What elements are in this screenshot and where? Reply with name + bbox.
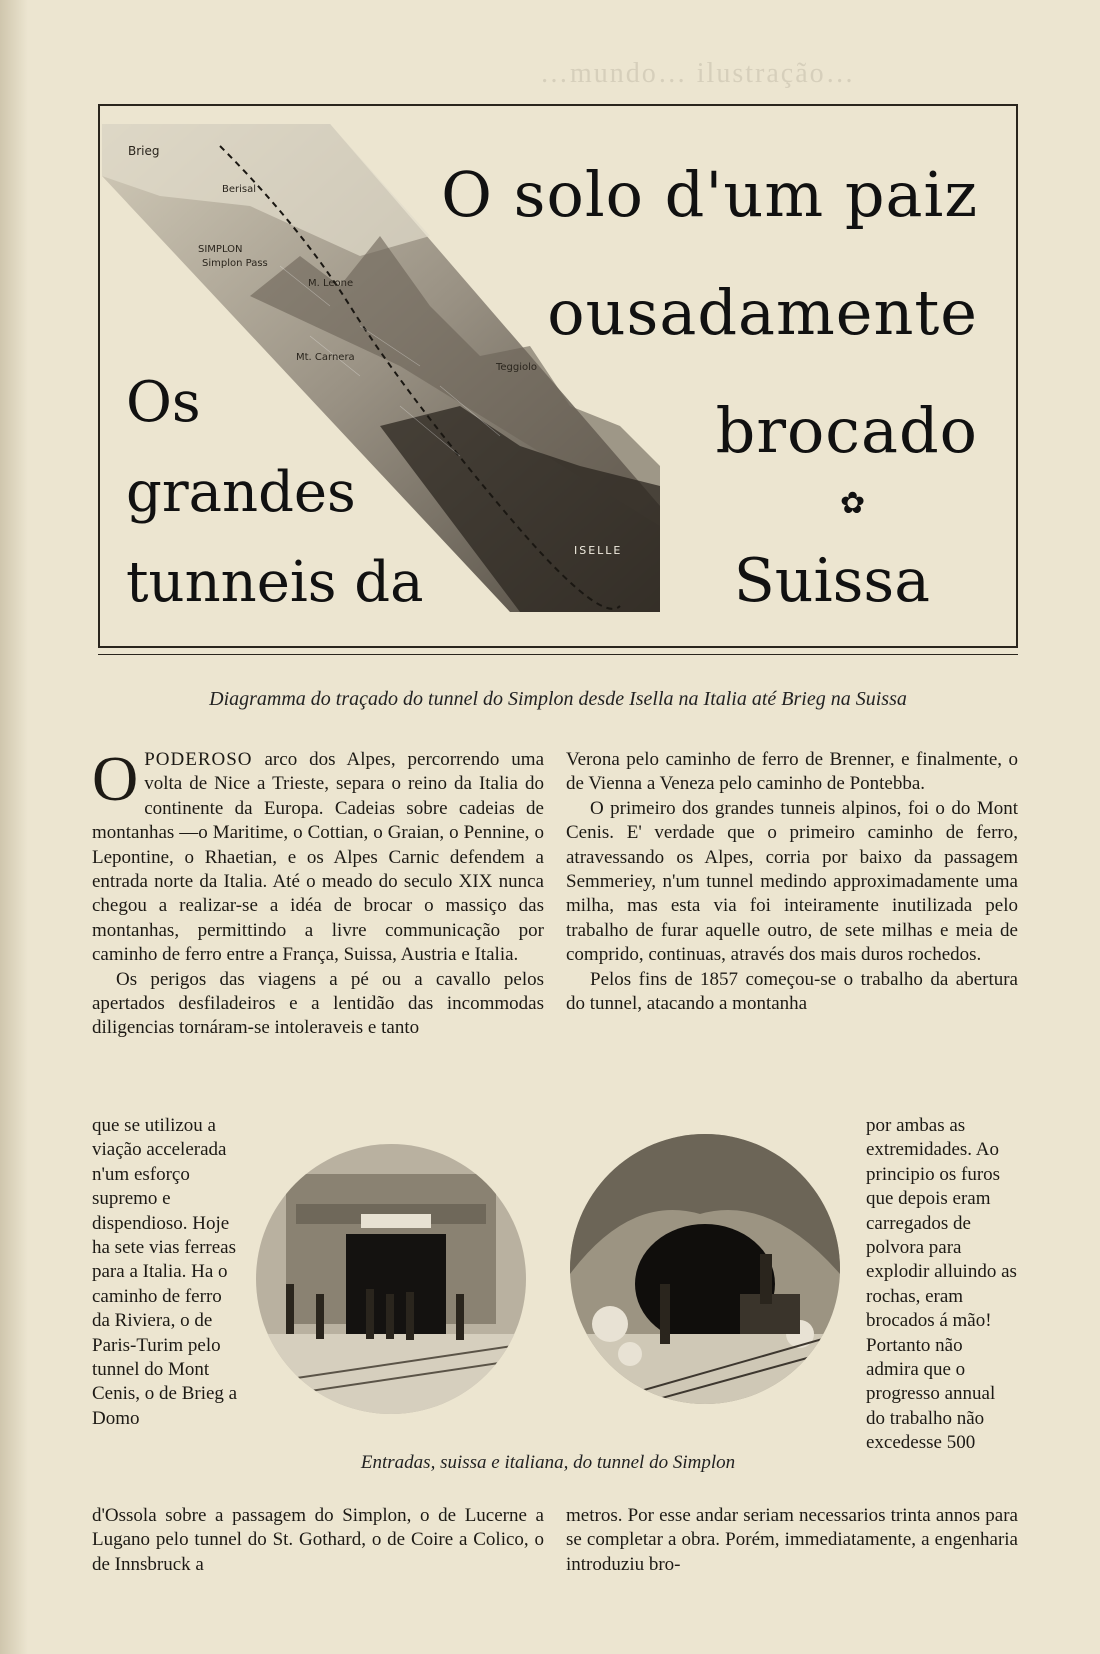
- map-caption: Diagramma do traçado do tunnel do Simplon desde Isella na Italia até Brieg na Suissa: [209, 688, 907, 710]
- swiss-entrance-illustration: [256, 1144, 526, 1414]
- faint-bleedthrough-header: …mundo… ilustração…: [540, 58, 856, 89]
- map-label-leone: M. Leone: [308, 278, 354, 289]
- map-label-teggiolo: Teggiolo: [496, 362, 538, 373]
- article-right-narrow: por ambas as extremidades. Ao principio os furos que depois eram carregados de polvora para explodir alluindo as rochas, eram brocados á mão! Portanto não admira que o progresso annual do trabalho não excedesse 500: [866, 1115, 1017, 1454]
- article-left-column: [92, 743, 544, 1041]
- dropcap-rest: PODEROSO: [144, 749, 253, 770]
- map-label-berisal: Berisal: [222, 184, 257, 195]
- photo-caption: Entradas, suissa e italiana, do tunnel do Simplon: [360, 1452, 736, 1473]
- article-right-bottom: metros. Por esse andar seriam necessarios trinta annos para se completar a obra. Porém, immediatamente, a engenharia introduziu bro-: [566, 1505, 1018, 1575]
- map-label-iselle: ISELLE: [574, 544, 623, 557]
- photo-italian-entrance: [570, 1134, 840, 1404]
- title-line-3: brocado: [715, 394, 978, 467]
- map-label-simplon: SIMPLON: [198, 244, 243, 255]
- right-paragraph-1: Verona pelo caminho de ferro de Brenner, e finalmente, o de Vienna a Veneza pelo caminho de Pontebba.: [566, 749, 1018, 795]
- dropcap: O: [92, 743, 139, 814]
- right-paragraph-3: Pelos fins de 1857 começou-se o trabalho da abertura do tunnel, atacando a montanha: [566, 968, 1018, 1015]
- side-title-line-1: Os: [126, 370, 201, 435]
- side-title: [126, 358, 446, 628]
- italian-entrance-illustration: [570, 1134, 840, 1404]
- main-title: [418, 136, 978, 490]
- paragraph-1: arco dos Alpes, percorrendo uma volta de Nice a Trieste, separa o reino da Italia do continente da Europa. Cadeias sobre cadeias de montanhas —o Maritime, o Cottian, o Graian, o Pennine, o Lepontine, o Rhaetian, e os Alpes Carnic defendem a entrada norte da Italia. Até o meado do seculo XIX nunca chegou a realizar-se a idéa de brocar o massiço das montanhas, permittindo a livre communicação por caminho de ferro entre a França, Suissa, Austria e Italia.: [92, 749, 544, 966]
- paragraph-2: Os perigos das viagens a pé ou a cavallo pelos apertados desfiladeiros e a lentidão das incommodas diligencias tornáram-se intoleraveis e tanto: [92, 968, 544, 1039]
- page-edge-shadow: [0, 0, 28, 1654]
- map-label-simplon-pass: Simplon Pass: [202, 258, 268, 269]
- article-right-column: [566, 748, 1018, 1016]
- side-title-line-3: tunneis da: [126, 550, 424, 615]
- map-label-carnera: Mt. Carnera: [296, 352, 355, 363]
- title-line-1: O solo d'um paiz: [441, 158, 978, 231]
- title-suissa: Suissa: [733, 546, 930, 616]
- right-paragraph-2: O primeiro dos grandes tunneis alpinos, foi o do Mont Cenis. E' verdade que o primeiro caminho de ferro, atravessando os Alpes, corria por baixo da passagem Semmeriey, n'um tunnel medindo approximadamente uma milha, mas esta via foi inteiramente inutilizada pelo trabalho de furar aquelle outro, de sete milhas e meia de comprido, continuas, através dos mais duros rochedos.: [566, 797, 1018, 966]
- title-underline: [98, 654, 1018, 655]
- title-panel: [98, 104, 1018, 648]
- side-title-line-2: grandes: [126, 460, 356, 525]
- article-left-narrow: que se utilizou a viação accelerada n'um esforço supremo e dispendioso. Hoje ha sete vias ferreas para a Italia. Ha o caminho de ferro da Riviera, o de Paris-Turim pelo tunnel do Mont Cenis, o de Brieg a Domo: [92, 1115, 238, 1429]
- title-line-2: ousadamente: [547, 276, 978, 349]
- map-label-brieg: Brieg: [128, 144, 160, 158]
- ornament-icon: ✿: [840, 487, 866, 520]
- article-left-bottom: d'Ossola sobre a passagem do Simplon, o de Lucerne a Lugano pelo tunnel do St. Gothard, o de Coire a Colico, o de Innsbruck a: [92, 1505, 544, 1575]
- photo-swiss-entrance: [256, 1144, 526, 1414]
